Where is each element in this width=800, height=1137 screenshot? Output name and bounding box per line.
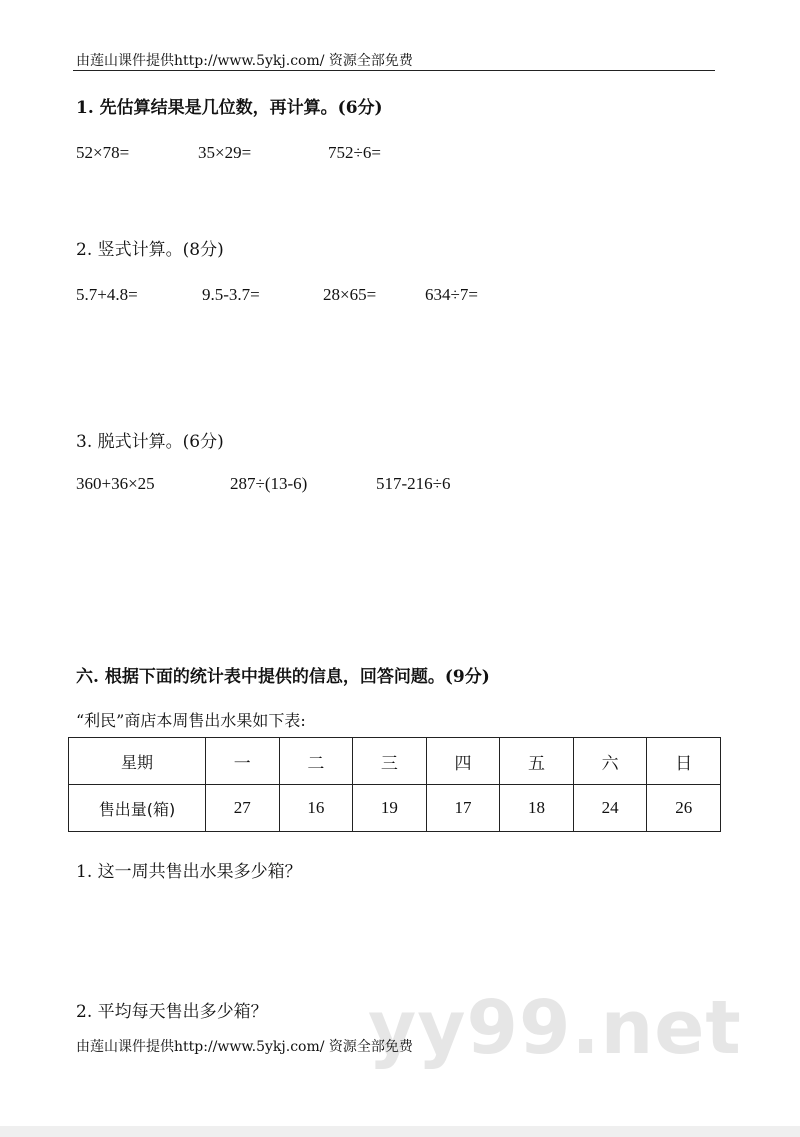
footer-credit: 由莲山课件提供http://www.5ykj.com/ 资源全部免费: [76, 1039, 413, 1055]
day-cell: 五: [500, 738, 574, 785]
value-cell: 18: [500, 785, 574, 832]
watermark: yy99.net: [368, 985, 742, 1071]
q3-title: 3. 脱式计算。(6分): [76, 432, 224, 452]
q3-problem-1: 360+36×25: [76, 474, 155, 493]
q2-problem-3: 28×65=: [323, 285, 377, 304]
value-cell: 27: [206, 785, 280, 832]
header-credit: 由莲山课件提供http://www.5ykj.com/ 资源全部免费: [76, 53, 413, 69]
value-cell: 16: [279, 785, 353, 832]
part6-intro: “利民”商店本周售出水果如下表:: [76, 711, 306, 730]
q2-problem-1: 5.7+4.8=: [76, 285, 138, 304]
day-cell: 六: [573, 738, 647, 785]
part6-question-1: 1. 这一周共售出水果多少箱？: [76, 862, 302, 882]
q2-problem-2: 9.5-3.7=: [202, 285, 260, 304]
q1-problem-3: 752÷6=: [328, 143, 381, 162]
part6-question-2: 2. 平均每天售出多少箱？: [76, 1002, 268, 1022]
header-divider: [73, 70, 715, 71]
q2-title: 2. 竖式计算。(8分): [76, 240, 224, 260]
part6-title: 六. 根据下面的统计表中提供的信息，回答问题。(9分): [76, 667, 490, 687]
table-header-label: 星期: [69, 738, 206, 785]
day-cell: 日: [647, 738, 721, 785]
q3-problem-2: 287÷(13-6): [230, 474, 308, 493]
day-cell: 二: [279, 738, 353, 785]
q1-problem-2: 35×29=: [198, 143, 252, 162]
day-cell: 三: [353, 738, 427, 785]
table-header-row: [69, 738, 721, 785]
q1-problem-1: 52×78=: [76, 143, 130, 162]
q2-problem-4: 634÷7=: [425, 285, 478, 304]
table-row-label: 售出量(箱): [69, 785, 206, 832]
value-cell: 24: [573, 785, 647, 832]
value-cell: 26: [647, 785, 721, 832]
day-cell: 一: [206, 738, 280, 785]
page-bottom-edge: [0, 1126, 800, 1137]
table-row: [69, 785, 721, 832]
day-cell: 四: [426, 738, 500, 785]
q3-problem-3: 517-216÷6: [376, 474, 451, 493]
q1-title: 1. 先估算结果是几位数，再计算。(6分): [76, 98, 383, 118]
sales-table: [68, 737, 721, 832]
value-cell: 17: [426, 785, 500, 832]
value-cell: 19: [353, 785, 427, 832]
